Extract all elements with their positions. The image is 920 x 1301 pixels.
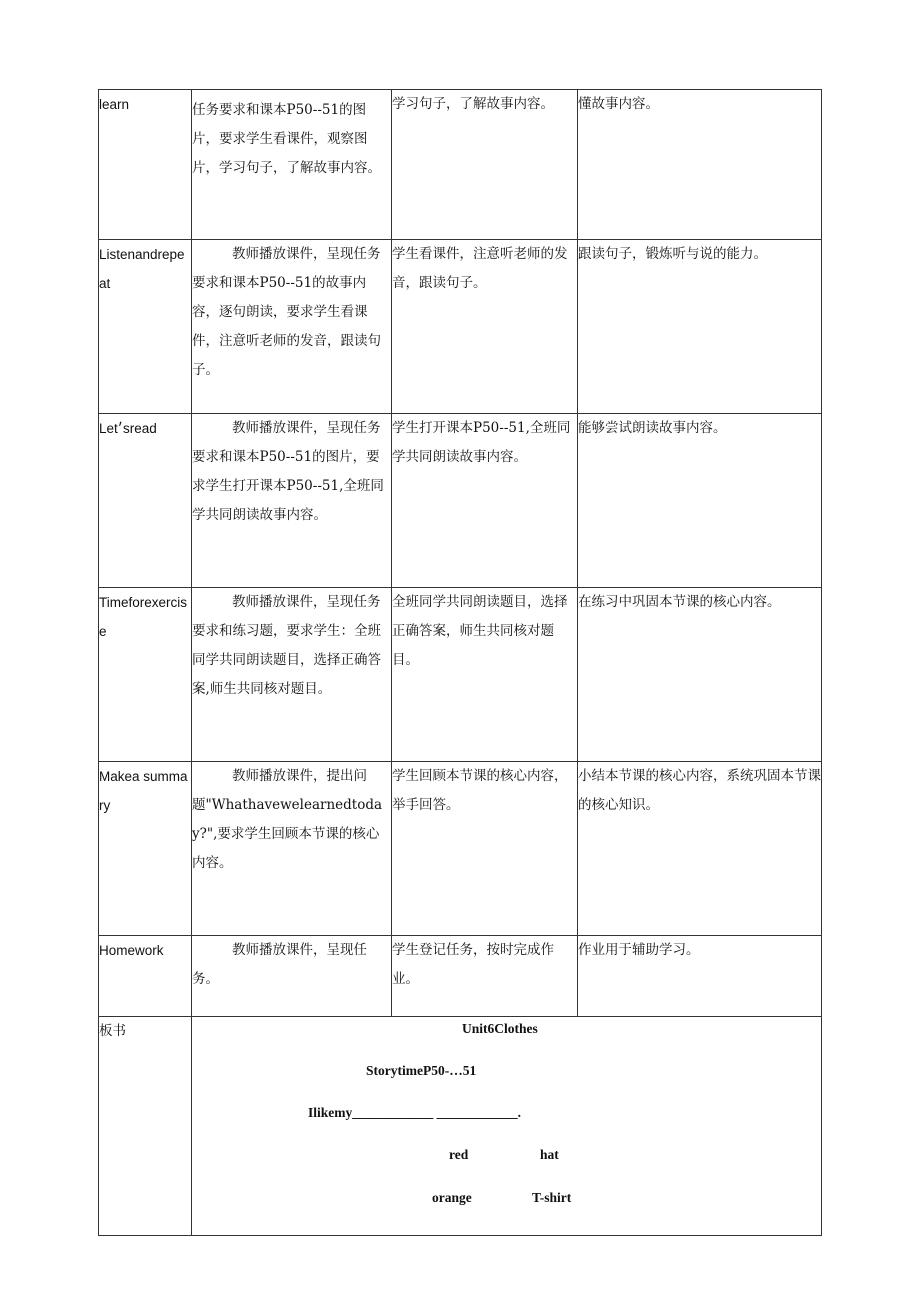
student-activity-cell: 学生打开课本P50--51,全班同学共同朗读故事内容。 <box>392 414 578 588</box>
purpose-cell: 懂故事内容。 <box>578 90 822 240</box>
stage-cell: Let׳sread <box>99 414 192 588</box>
teacher-activity-cell <box>192 240 392 414</box>
student-activity-cell: 学习句子，了解故事内容。 <box>392 90 578 240</box>
blackboard-row <box>99 1017 822 1236</box>
teacher-activity-cell <box>192 588 392 762</box>
teacher-activity-cell <box>192 936 392 1017</box>
student-activity-cell: 全班同学共同朗读题目，选择正确答案，师生共同核对题目。 <box>392 588 578 762</box>
table-row <box>99 414 822 588</box>
board-word-tshirt: T-shirt <box>532 1190 572 1205</box>
stage-cell: Homework <box>99 936 192 1017</box>
blackboard-content <box>192 1017 822 1236</box>
teacher-activity-text: 教师播放课件，提出问题"Whathavewelearnedtoday?",要求学生回顾本节课的核心内容。 <box>192 768 383 871</box>
board-word-hat: hat <box>540 1147 559 1162</box>
board-sentence: Ilikemy____________ ____________. <box>308 1105 522 1120</box>
purpose-cell: 能够尝试朗读故事内容。 <box>578 414 822 588</box>
student-activity-cell: 学生登记任务，按时完成作业。 <box>392 936 578 1017</box>
student-activity-cell: 学生回顾本节课的核心内容，举手回答。 <box>392 762 578 936</box>
board-title: Unit6Clothes <box>462 1021 538 1036</box>
teacher-activity-text: 教师播放课件，呈现任务要求和课本P50--51的故事内容，逐句朗读，要求学生看课件，注意听老师的发音，跟读句子。 <box>192 246 381 378</box>
board-word-red: red <box>449 1147 469 1162</box>
stage-cell: Listenandrepeat <box>99 240 192 414</box>
purpose-cell: 作业用于辅助学习。 <box>578 936 822 1017</box>
teacher-activity-text: 教师播放课件，呈现任务要求和练习题，要求学生：全班同学共同朗读题目，选择正确答案,师生共同核对题目。 <box>192 594 381 697</box>
teacher-activity-text: 教师播放课件，呈现任务。 <box>192 942 367 987</box>
teacher-activity-text: 教师播放课件，呈现任务要求和课本P50--51的图片，要求学生打开课本P50--51,全班同学共同朗读故事内容。 <box>192 420 384 523</box>
table-row <box>99 588 822 762</box>
blackboard-label: 板书 <box>99 1017 192 1236</box>
table-row <box>99 762 822 936</box>
stage-cell: Timeforexercise <box>99 588 192 762</box>
lesson-plan-table <box>98 89 822 1236</box>
table-row <box>99 936 822 1017</box>
table-row <box>99 240 822 414</box>
purpose-cell: 跟读句子，锻炼听与说的能力。 <box>578 240 822 414</box>
student-activity-cell: 学生看课件，注意听老师的发音，跟读句子。 <box>392 240 578 414</box>
table-row <box>99 90 822 240</box>
purpose-cell: 在练习中巩固本节课的核心内容。 <box>578 588 822 762</box>
stage-cell: Makea summary <box>99 762 192 936</box>
board-subtitle: StorytimeP50-…51 <box>366 1063 477 1078</box>
teacher-activity-cell <box>192 762 392 936</box>
board-word-orange: orange <box>432 1190 472 1205</box>
teacher-activity-cell: 任务要求和课本P50--51的图片，要求学生看课件，观察图片，学习句子，了解故事内容。 <box>192 90 392 240</box>
purpose-cell: 小结本节课的核心内容，系统巩固本节课的核心知识。 <box>578 762 822 936</box>
teacher-activity-cell <box>192 414 392 588</box>
stage-cell: learn <box>99 90 192 240</box>
